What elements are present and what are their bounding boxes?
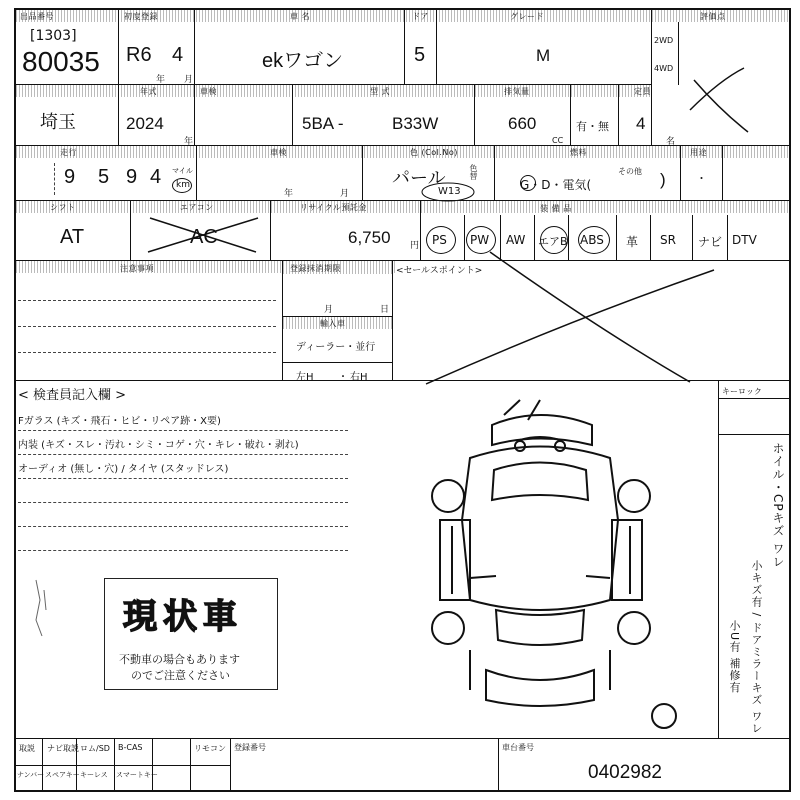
footer-item-7: スペアキー [45,771,80,779]
model-year-label: 年式 [140,87,157,96]
lot-number: 80035 [22,46,100,77]
color-code: W13 [438,186,461,197]
equip-ps: PS [432,233,447,247]
equip-airbag: エアB [538,235,568,248]
color: パール [392,168,446,188]
capacity-unit: 名 [666,137,676,147]
eval-cross [690,68,748,132]
deadline-day: 日 [380,305,390,315]
wd-2: 2WD [654,36,674,45]
footer-item-4: B-CAS [118,743,143,752]
model-prefix: 5BA - [302,114,344,133]
footer-item-6: ナンバー [17,771,45,779]
stamp-sub-2: のでご注意ください [131,669,230,682]
region: 埼玉 [40,112,76,132]
dealer-parallel: ディーラー・並行 [296,342,376,353]
notes-title: 注意事項 [120,264,154,273]
unit-mile: マイル [172,167,193,175]
chassis-label: 車台番号 [502,743,534,752]
inspector-title: < 検査員記入欄 > [18,388,127,403]
lot-label: 出品番号 [20,12,54,21]
inspector-line-3: オーディオ (無し・穴) / タイヤ (スタッドレス) [18,464,229,475]
cc-label: 排気量 [504,87,530,96]
ym-month: 月 [340,189,350,199]
ac: AC [190,226,218,248]
ym-year: 年 [284,189,294,199]
capacity: 4 [636,114,646,133]
car-diagram [432,400,676,728]
grade-label: グレード [510,12,544,21]
model-code: B33W [392,114,439,133]
equip-pw: PW [470,233,490,247]
first-reg-label: 初度登録 [124,12,158,21]
sale-point-label: <セールスポイント> [396,266,483,276]
side-note-1: ホイル・CPキズ ワレ [771,442,785,569]
stamp-sub-1: 不動車の場合もあります [119,653,240,666]
footer-item-1: 取説 [19,744,35,753]
equip-dtv: DTV [732,233,757,247]
equip-leather: 革 [626,235,639,249]
yen: 円 [410,241,420,251]
mileage-digit-1: 9 [64,166,76,188]
footer-item-8: キーレス [80,771,108,779]
color-change: 色替 [469,164,478,180]
equip-navi: ナビ [698,235,723,249]
side-note-2: 小キズ有 / ドアミラーキズ ワレ [750,560,763,735]
reg-no-label: 登録番号 [234,743,266,752]
right-hand: 右H [350,372,368,383]
shift: AT [60,226,85,248]
displacement: 660 [508,114,537,133]
unit-km: km [176,180,190,190]
mileage-label: 走行 [60,148,77,157]
recycle-year-label: 車検 [270,148,287,157]
fuel-close: ) [660,170,666,189]
deadline-month: 月 [324,305,334,315]
doors: 5 [414,44,426,66]
shift-label: シフト [50,203,76,212]
pen-marks [36,580,46,636]
stamp-main: 現状車 [123,597,243,637]
equip-sr: SR [660,233,676,247]
reg-deadline-label: 登録抹消期限 [290,264,341,273]
color-label: 色 (Col.No) [410,148,458,157]
inspect-label: 車検 [200,87,217,96]
capacity-label: 定員 [634,87,651,96]
equip-aw: AW [506,233,526,247]
category-dot: ・ [696,172,707,185]
fuel-other: その他 [618,167,642,176]
mileage-digit-4: 4 [150,166,162,188]
equip-abs: ABS [580,233,604,247]
mileage-digit-2: 5 [98,166,110,188]
model-year-unit: 年 [184,137,194,147]
footer-item-3: ロム/SD [80,744,110,753]
recycle-deposit-label: リサイクル預託金 [300,203,367,212]
eval-label: 評価点 [700,12,726,21]
car-name: ekワゴン [262,50,344,72]
footer-item-2: ナビ取説 [47,744,79,753]
equip-label: 装 備 品 [540,204,572,213]
model-year: 2024 [126,114,164,133]
left-hand: 左H [296,372,314,383]
lot-bracket: [1303] [30,28,77,44]
month-unit: 月 [184,75,194,85]
inspector-line-1: Fガラス (キズ・飛石・ヒビ・リペア跡・X要) [18,416,221,427]
car-name-label: 車 名 [290,12,311,21]
truck-label: 有・無 [576,120,609,133]
model-label: 型 式 [370,87,391,96]
recycle-amount: 6,750 [348,228,391,247]
first-reg-month: 4 [172,44,184,66]
keylock-label: キーロック [722,387,762,396]
grade: M [536,46,551,65]
chassis-number: 0402982 [588,762,662,783]
footer-item-9: スマートキー [116,771,158,779]
first-reg-era: R6 [126,44,152,66]
fuel-options: G・D・電気( [520,178,592,192]
category-label: 用途 [690,148,707,157]
inspector-line-2: 内装 (キズ・スレ・汚れ・シミ・コゲ・穴・キレ・破れ・剥れ) [18,440,299,451]
year-unit: 年 [156,75,166,85]
footer-item-5: リモコン [194,744,226,753]
ac-label: エアコン [180,203,214,212]
wd-4: 4WD [654,64,674,73]
mileage-digit-3: 9 [126,166,138,188]
salepoint-cross [426,252,714,384]
ac-cross [148,218,258,252]
side-note-3: 小U有 補修有 [728,620,741,694]
cc-unit: CC [552,136,564,145]
lr-dot: ・ [338,372,348,383]
fuel-label: 燃料 [570,148,587,157]
import-label: 輸入車 [320,319,346,328]
door-label: ドア [412,12,429,21]
